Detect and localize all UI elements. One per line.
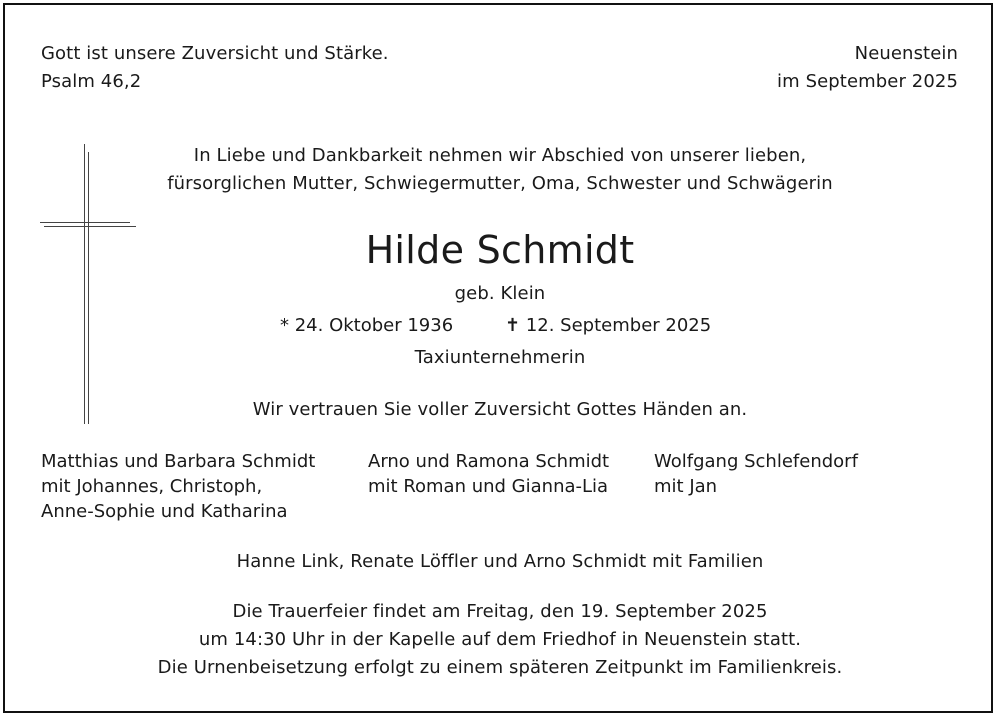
service-line-2: um 14:30 Uhr in der Kapelle auf dem Friedhof in Neuenstein statt. — [198, 629, 802, 650]
verse-reference: Psalm 46,2 — [41, 71, 142, 92]
death-date: 12. September 2025 — [525, 315, 712, 336]
notice-date: im September 2025 — [777, 71, 958, 92]
trust-line: Wir vertrauen Sie voller Zuversicht Gottes Händen an. — [252, 399, 748, 420]
birth-date: * 24. Oktober 1936 — [280, 315, 454, 336]
deceased-name: Hilde Schmidt — [365, 228, 635, 272]
death-date-line — [505, 314, 711, 338]
family-line: mit Roman und Gianna-Lia — [368, 476, 609, 497]
place: Neuenstein — [854, 43, 958, 64]
family-group — [654, 449, 858, 499]
family-line: Matthias und Barbara Schmidt — [41, 451, 316, 472]
family-line: Wolfgang Schlefendorf — [654, 451, 858, 472]
bible-verse: Gott ist unsere Zuversicht und Stärke. — [41, 43, 389, 64]
intro-line-2: fürsorglichen Mutter, Schwiegermutter, Oma, Schwester und Schwägerin — [167, 173, 833, 194]
family-group — [41, 449, 315, 524]
death-cross-icon: ✝ — [505, 315, 521, 336]
family-group — [368, 449, 609, 499]
relatives-line: Hanne Link, Renate Löffler und Arno Schmidt mit Familien — [236, 551, 764, 572]
service-line-3: Die Urnenbeisetzung erfolgt zu einem späteren Zeitpunkt im Familienkreis. — [157, 657, 843, 678]
birth-name: geb. Klein — [454, 283, 546, 304]
family-line: Arno und Ramona Schmidt — [368, 451, 610, 472]
occupation: Taxiunternehmerin — [414, 347, 586, 368]
family-line: Anne-Sophie und Katharina — [41, 501, 288, 522]
intro-line-1: In Liebe und Dankbarkeit nehmen wir Abschied von unserer lieben, — [193, 145, 807, 166]
service-line-1: Die Trauerfeier findet am Freitag, den 19. September 2025 — [232, 601, 768, 622]
family-line: mit Jan — [654, 476, 718, 497]
family-line: mit Johannes, Christoph, — [41, 476, 263, 497]
